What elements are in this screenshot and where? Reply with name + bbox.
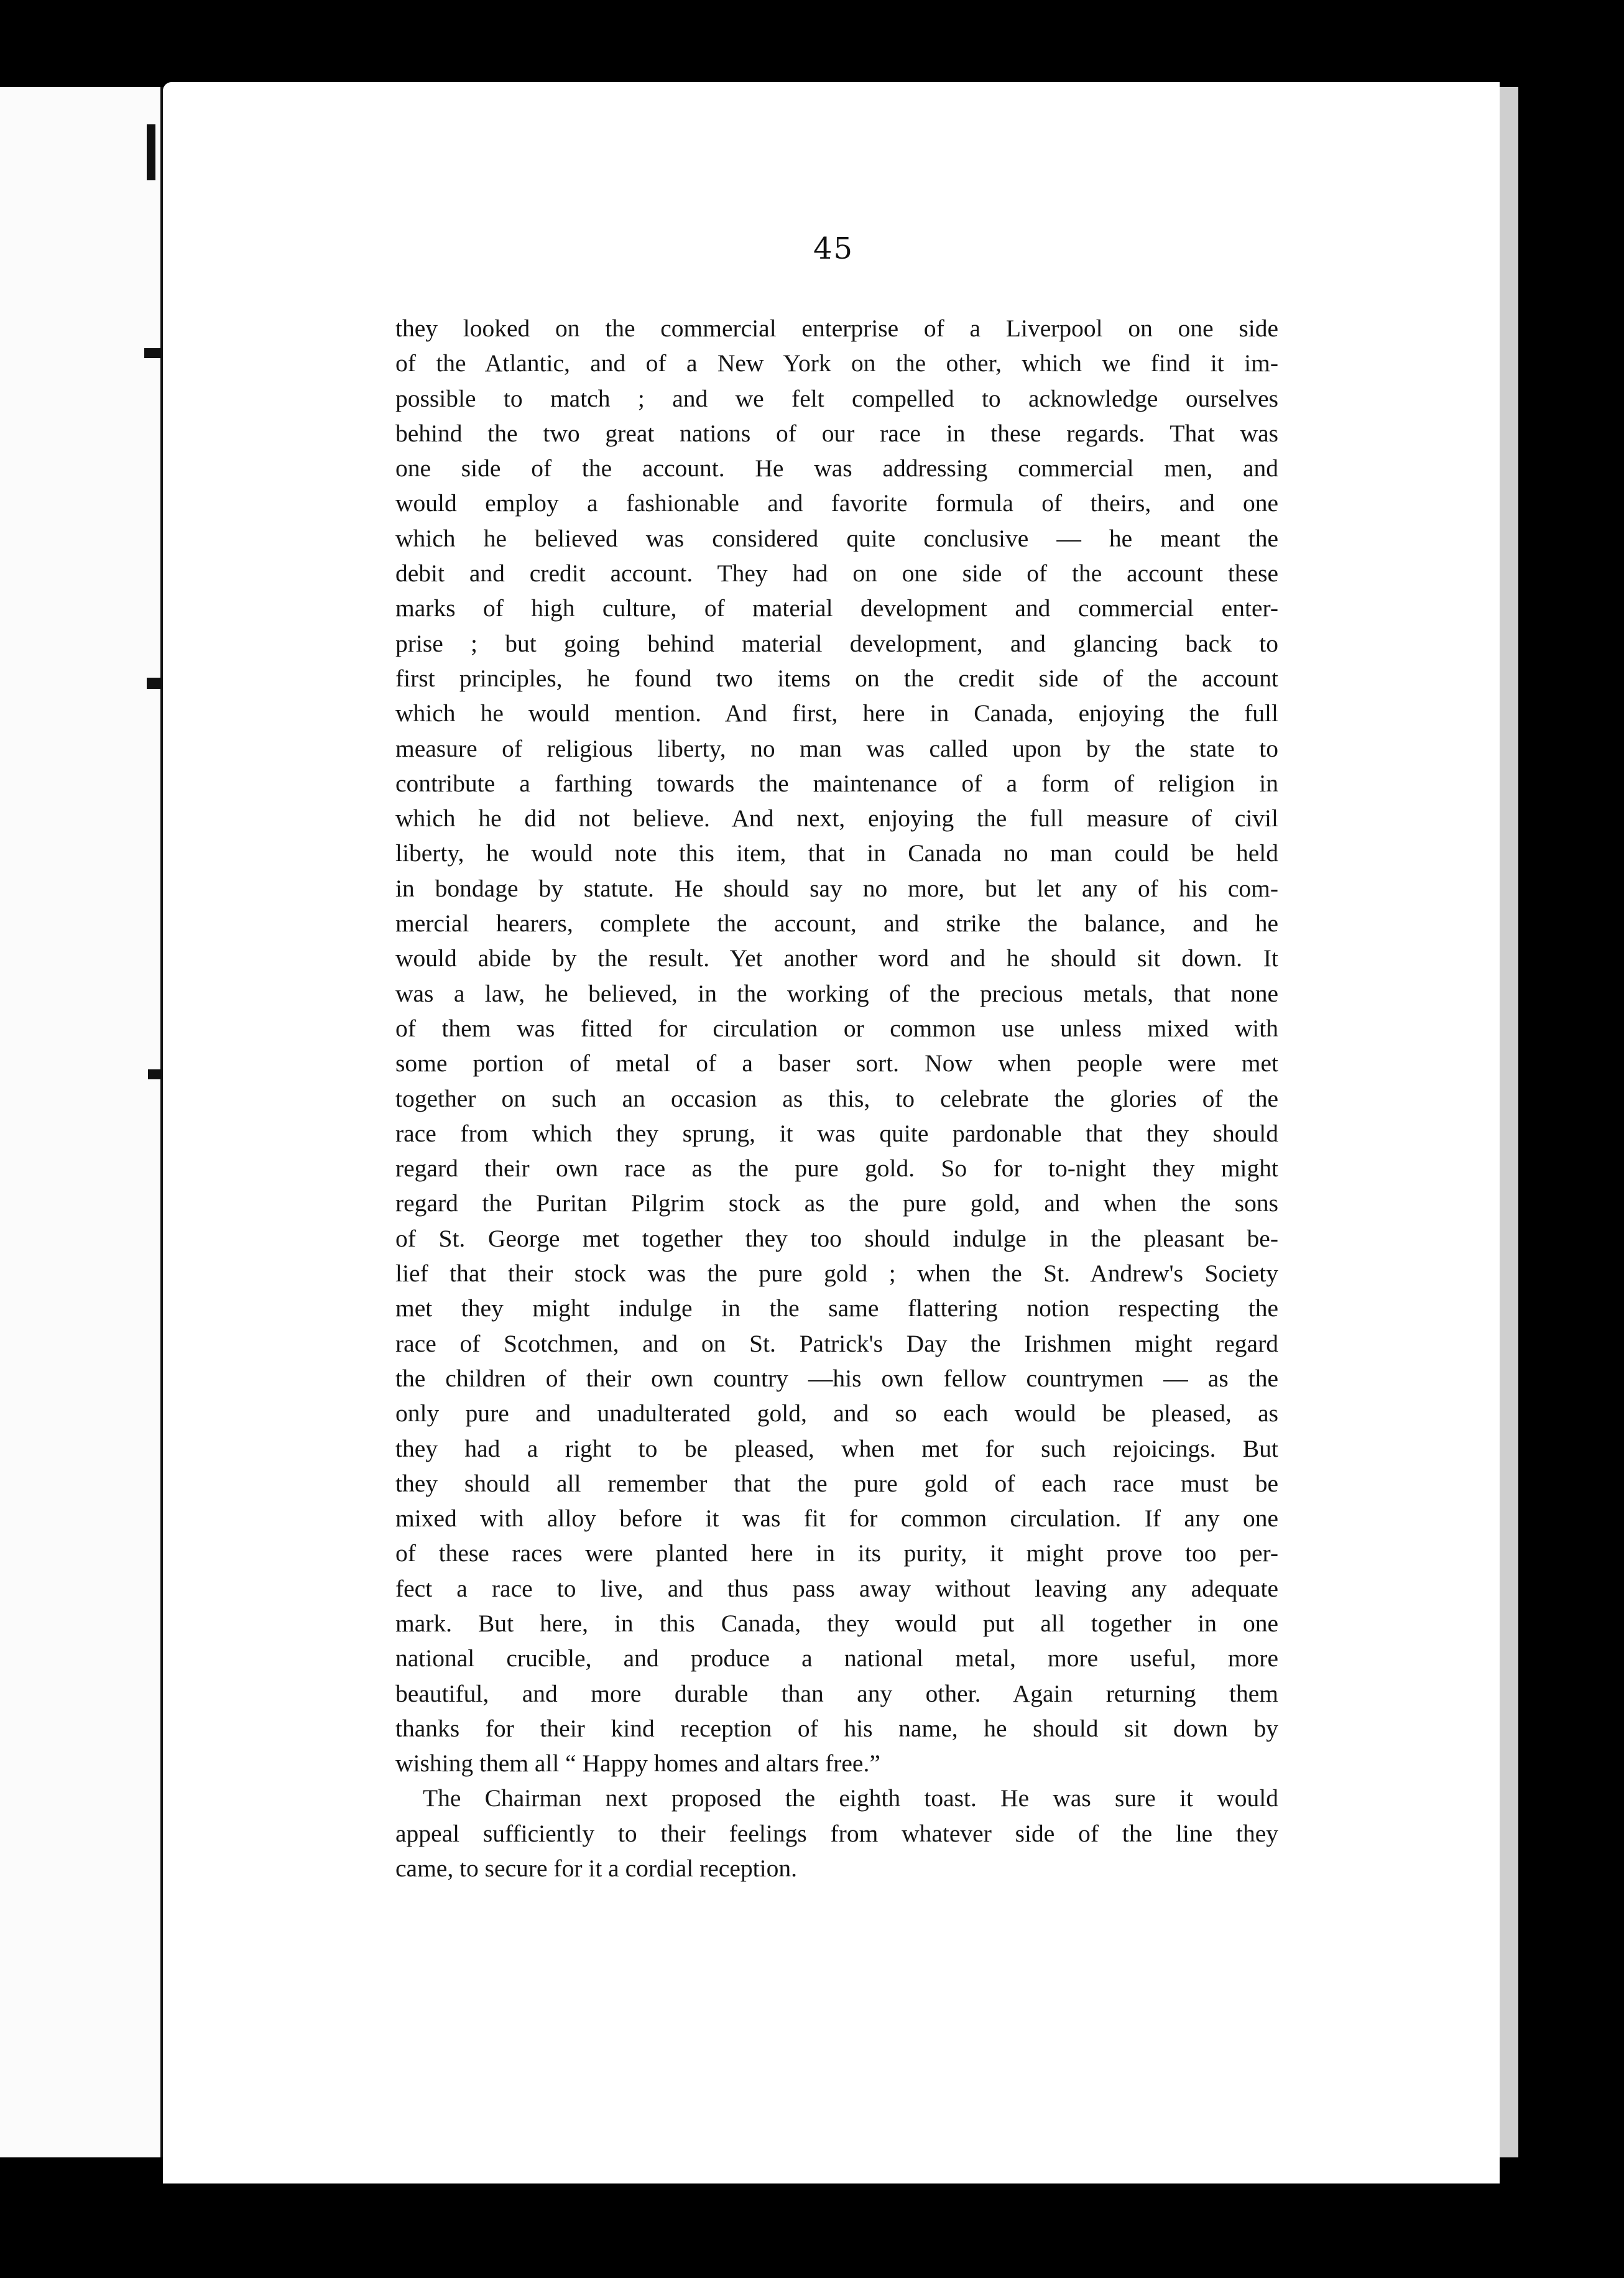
text-line: prise ; but going behind material development, and glancing back to (395, 629, 1278, 657)
text-line: of St. George met together they too should indulge in the pleasant be- (395, 1224, 1278, 1252)
text-line: fect a race to live, and thus pass away without leaving any adequate (395, 1574, 1278, 1602)
text-line: some portion of metal of a baser sort. Now when people were met (395, 1049, 1278, 1077)
text-line: was a law, he believed, in the working of the precious metals, that none (395, 979, 1278, 1007)
previous-page-edge (0, 87, 167, 2157)
text-line: of the Atlantic, and of a New York on the other, which we find it im- (395, 349, 1278, 377)
text-line: marks of high culture, of material development and commercial enter- (395, 594, 1278, 622)
text-line: race of Scotchmen, and on St. Patrick's Day the Irishmen might regard (395, 1329, 1278, 1357)
text-line: thanks for their kind reception of his name, he should sit down by (395, 1714, 1278, 1742)
text-line: race from which they sprung, it was quite pardonable that they should (395, 1119, 1278, 1147)
text-line: together on such an occasion as this, to celebrate the glories of the (395, 1084, 1278, 1112)
text-line: lief that their stock was the pure gold ; when the St. Andrew's Society (395, 1260, 1278, 1288)
text-line: debit and credit account. They had on one side of the account these (395, 560, 1278, 588)
text-line: national crucible, and produce a national metal, more useful, more (395, 1644, 1278, 1672)
text-line: one side of the account. He was addressing commercial men, and (395, 454, 1278, 482)
text-line: came, to secure for it a cordial reception. (395, 1855, 797, 1883)
text-line: which he believed was considered quite conclusive — he meant the (395, 524, 1278, 552)
text-line: wishing them all “ Happy homes and altars free.” (395, 1750, 880, 1778)
text-line: contribute a farthing towards the maintenance of a form of religion in (395, 769, 1278, 797)
text-line: liberty, he would note this item, that in Canada no man could be held (395, 839, 1278, 867)
text-line: met they might indulge in the same flattering notion respecting the (395, 1294, 1278, 1322)
text-line: they looked on the commercial enterprise of a Liverpool on one side (395, 315, 1278, 342)
text-line: the children of their own country —his own fellow countrymen — as the (395, 1364, 1278, 1392)
text-line: measure of religious liberty, no man was called upon by the state to (395, 734, 1278, 762)
text-line: would abide by the result. Yet another word and he should sit down. It (395, 944, 1278, 972)
text-line: behind the two great nations of our race in these regards. That was (395, 419, 1278, 447)
text-line: regard the Puritan Pilgrim stock as the pure gold, and when the sons (395, 1189, 1278, 1217)
text-line: they should all remember that the pure gold of each race must be (395, 1469, 1278, 1497)
text-line: beautiful, and more durable than any other. Again returning them (395, 1679, 1278, 1707)
text-line: The Chairman next proposed the eighth toast. He was sure it would (423, 1784, 1278, 1812)
text-line: possible to match ; and we felt compelled to acknowledge ourselves (395, 384, 1278, 412)
text-line: appeal sufficiently to their feelings from whatever side of the line they (395, 1819, 1278, 1847)
text-line: they had a right to be pleased, when met for such rejoicings. But (395, 1434, 1278, 1462)
page-edge-shadow (1500, 87, 1518, 2157)
text-line: mercial hearers, complete the account, and strike the balance, and he (395, 910, 1278, 938)
text-line: in bondage by statute. He should say no more, but let any of his com- (395, 874, 1278, 902)
text-line: would employ a fashionable and favorite formula of theirs, and one (395, 489, 1278, 517)
text-line: first principles, he found two items on the credit side of the account (395, 664, 1278, 692)
text-line: which he did not believe. And next, enjoying the full measure of civil (395, 805, 1278, 832)
page-number: 45 (813, 231, 854, 266)
text-line: regard their own race as the pure gold. So for to-night they might (395, 1155, 1278, 1183)
text-line: mixed with alloy before it was fit for common circulation. If any one (395, 1505, 1278, 1533)
text-line: only pure and unadulterated gold, and so each would be pleased, as (395, 1400, 1278, 1427)
body-text (395, 311, 1278, 1886)
text-line: mark. But here, in this Canada, they would put all together in one (395, 1609, 1278, 1637)
text-line: which he would mention. And first, here in Canada, enjoying the full (395, 699, 1278, 727)
text-line: of these races were planted here in its purity, it might prove too per- (395, 1539, 1278, 1567)
text-line: of them was fitted for circulation or common use unless mixed with (395, 1014, 1278, 1042)
